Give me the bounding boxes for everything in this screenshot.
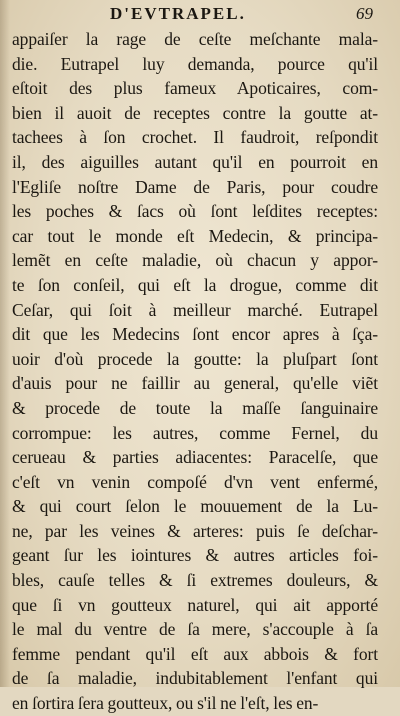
text-line: lemẽt en ceſte maladie, où chacun y appor- [12,250,378,271]
text-line: il, des aiguilles autant qu'il en pourroit en [12,151,378,172]
text-line: femme pendant qu'il eſt aux abbois & fort [12,643,378,664]
text-line: ne, par les veines & arteres: puis ſe deſchar- [12,520,378,541]
text-line: Ceſar, qui ſoit à meilleur marché. Eutrapel [12,299,378,320]
text-line: le mal du ventre de ſa mere, s'accouple à ſa [12,619,378,640]
text-line: geant ſur les iointures & autres articles foi- [12,545,378,566]
text-line: corrompue: les autres, comme Fernel, du [12,422,378,443]
text-line: bles, cauſe telles & ſi extremes douleurs, & [12,570,378,591]
text-line: les poches & ſacs où ſont leſdites receptes: [12,201,378,222]
text-line: c'eſt vn venin compoſé d'vn vent enfermé, [12,471,378,492]
text-line: bien il auoit de receptes contre la goutte at- [12,102,378,123]
text-line: appaiſer la rage de ceſte meſchante mala- [12,29,378,49]
text-line: & qui court ſelon le mouuement de la Lu- [12,496,378,517]
text-line: de ſa maladie, indubitablement l'enfant qui [12,668,378,689]
text-block [12,27,378,716]
text-line: uoir d'où procede la goutte: la pluſpart ſont [12,348,378,369]
text-line: eſtoit des plus fameux Apoticaires, com- [12,78,378,99]
text-line: car tout le monde eſt Medecin, & principa- [12,225,378,246]
running-title: D'EVTRAPEL. [110,4,246,23]
text-line: l'Egliſe noſtre Dame de Paris, pour coudre [12,176,378,197]
text-line: die. Eutrapel luy demanda, pource qu'il [12,53,378,74]
page-number: 69 [356,4,373,23]
text-line: tachees à ſon crochet. Il faudroit, reſpondit [12,127,378,148]
text-line: d'auis pour ne faillir au general, qu'elle viẽt [12,373,378,394]
text-line: dit que les Medecins ſont encor apres à ſça- [12,324,378,345]
text-line: en ſortira ſera goutteux, ou s'il ne l'eſt, les en- [12,693,319,714]
text-line: & procede de toute la maſſe ſanguinaire [12,397,378,418]
running-head [0,4,400,26]
text-line: te ſon conſeil, qui eſt la drogue, comme dit [12,274,378,295]
text-line: que ſi vn goutteux naturel, qui ait apporté [12,594,378,615]
text-line: cerueau & parties adiacentes: Paracelſe, que [12,447,378,468]
